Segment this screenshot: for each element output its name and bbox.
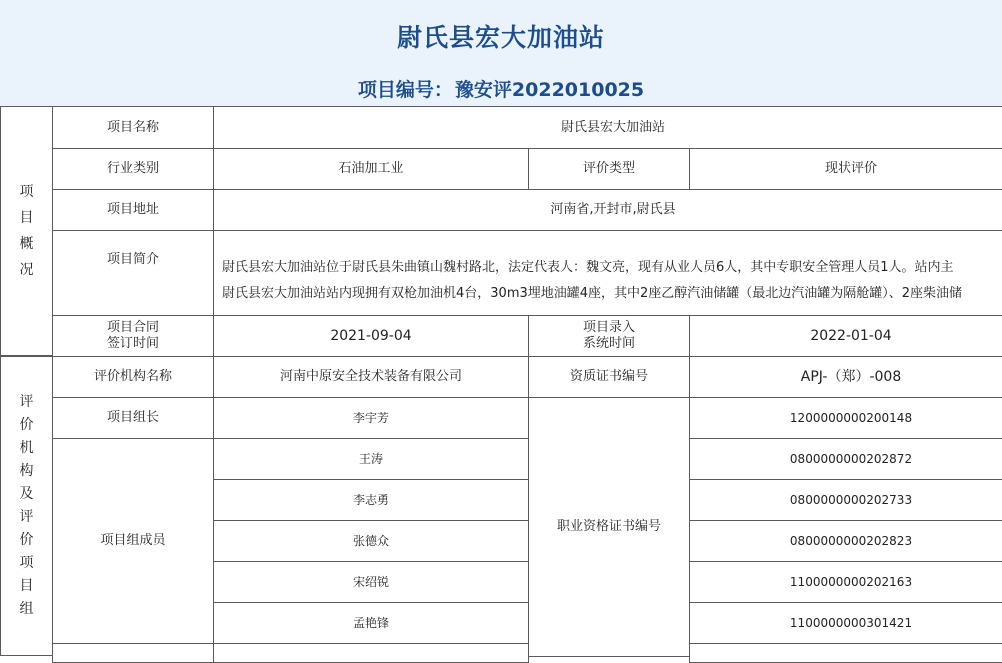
intro-line-2: 尉氏县宏大加油站站内现拥有双枪加油机4台，30m3埋地油罐4座，其中2座乙醇汽油储罐（最北边汽油罐为隔舱罐）、2座柴油储 [222, 286, 963, 301]
evaluation-section-label: 评 价 机 构 及 评 价 项 目 组 [0, 356, 53, 656]
leader-label: 项目组长 [52, 397, 214, 439]
overview-section-label: 项 目 概 况 [0, 106, 53, 356]
member-cert: 0800000000202823 [689, 520, 1002, 562]
table-row-partial [213, 643, 529, 663]
cert-number-value: APJ-（郑）-008 [689, 356, 1002, 398]
table-row-partial [689, 643, 1002, 663]
member-name: 王涛 [213, 438, 529, 480]
entry-time-label: 项目录入 系统时间 [528, 315, 690, 357]
page-title: 尉氏县宏大加油站 [396, 23, 605, 52]
entry-time-value: 2022-01-04 [689, 315, 1002, 357]
eval-type-value: 现状评价 [689, 148, 1002, 190]
member-cert: 1100000000202163 [689, 561, 1002, 603]
leader-cert: 1200000000200148 [689, 397, 1002, 439]
contract-time-label: 项目合同 签订时间 [52, 315, 214, 357]
member-name: 宋绍锐 [213, 561, 529, 603]
member-cert: 0800000000202872 [689, 438, 1002, 480]
leader-name: 李宇芳 [213, 397, 529, 439]
org-name-label: 评价机构名称 [52, 356, 214, 398]
intro-line-1: 尉氏县宏大加油站位于尉氏县朱曲镇山魏村路北，法定代表人：魏文亮，现有从业人员6人，其中专职安全管理人员1人。站内主 [222, 260, 954, 275]
member-name: 张德众 [213, 520, 529, 562]
industry-label: 行业类别 [52, 148, 214, 190]
address-value: 河南省,开封市,尉氏县 [213, 189, 1002, 231]
cert-number-label: 资质证书编号 [528, 356, 690, 398]
intro-label: 项目简介 [52, 230, 214, 316]
address-label: 项目地址 [52, 189, 214, 231]
member-cert: 1100000000301421 [689, 602, 1002, 644]
industry-value: 石油加工业 [213, 148, 529, 190]
member-name: 李志勇 [213, 479, 529, 521]
project-name-value: 尉氏县宏大加油站 [213, 106, 1002, 149]
org-name-value: 河南中原安全技术装备有限公司 [213, 356, 529, 398]
members-label: 项目组成员 [52, 438, 214, 644]
member-name: 孟艳锋 [213, 602, 529, 644]
member-cert: 0800000000202733 [689, 479, 1002, 521]
table-row-partial [52, 643, 214, 663]
eval-type-label: 评价类型 [528, 148, 690, 190]
qualification-label: 职业资格证书编号 [528, 397, 690, 657]
intro-value [213, 230, 1002, 316]
project-name-label: 项目名称 [52, 106, 214, 149]
contract-time-value: 2021-09-04 [213, 315, 529, 357]
project-number-value: 豫安评2022010025 [454, 79, 645, 101]
project-number-label: 项目编号： [357, 79, 453, 101]
